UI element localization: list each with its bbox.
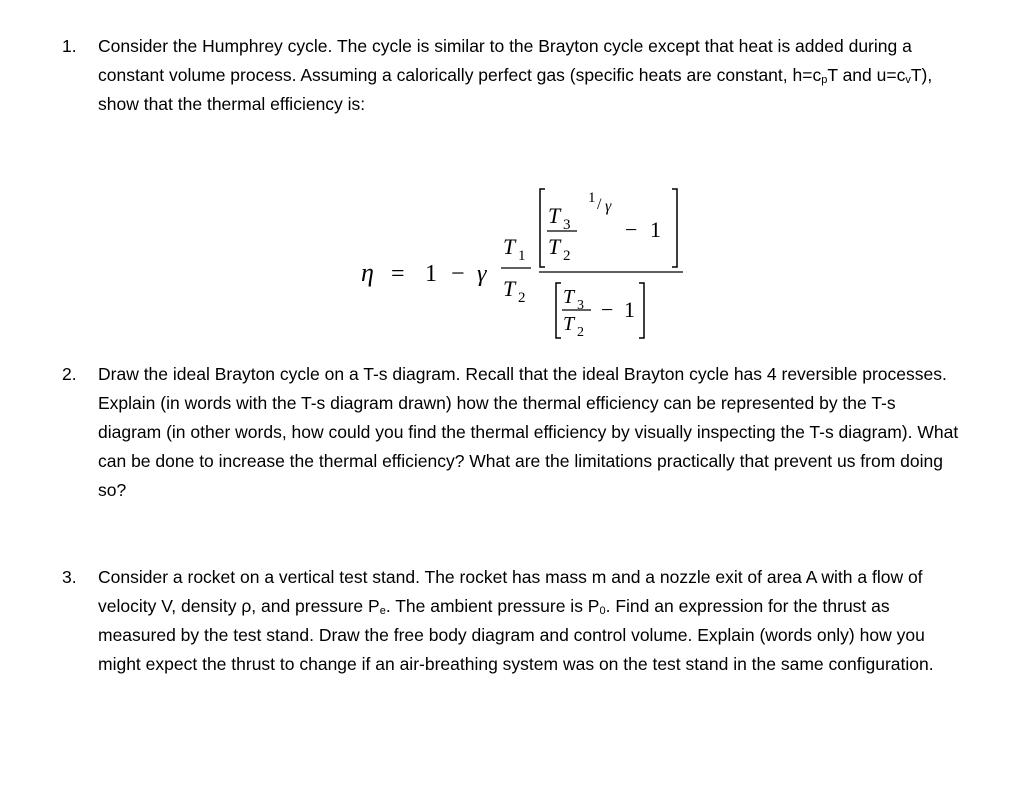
num-minus-sign: − [625, 217, 638, 242]
den-t2-subscript: 2 [577, 325, 584, 340]
t2-subscript: 2 [518, 290, 526, 306]
den-t2-letter: T [563, 313, 575, 335]
den-one: 1 [624, 297, 635, 322]
question-number: 2. [62, 364, 77, 384]
t1-letter: T [503, 234, 516, 259]
numerator-left-bracket [540, 189, 545, 267]
equals-sign: = [391, 261, 405, 287]
question-text: Draw the ideal Brayton cycle on a T-s diagram. Recall that the ideal Brayton cycle has 4 reversible processes. Explain (in words with the T-s diagram drawn) how the thermal efficiency can be represented by the T-s diagram (in other words, how could you find the thermal efficiency by visually inspecting the T-s diagram). What can be done to increase the thermal efficiency? What are the limitations practically that prevent us from doing so? [98, 364, 959, 500]
subscript-e: e [379, 605, 386, 617]
exponent-gamma: γ [605, 198, 612, 215]
question-text: Consider a rocket on a vertical test stand. The rocket has mass m and a nozzle exit of area A with a flow of velocity V, density ρ, and pressure $P_e$. The ambient pressure is $P_0$. Find an expression for the thrust as measured by the test stand. Draw the free body diagram and control volume. Explain (words only) how you might expect the thrust to change if an air-breathing system was on the test stand in the same configuration. [98, 567, 934, 674]
question-number: 3. [62, 567, 77, 587]
num-one: 1 [650, 217, 661, 242]
question-text: Consider the Humphrey cycle. The cycle is similar to the Brayton cycle except that heat is added during a constant volume process. Assuming a calorically perfect gas (specific heats are constant, $h=c_pT$ and $u=c_vT$), show that the thermal efficiency is: [98, 36, 933, 114]
denominator-right-bracket [639, 283, 644, 338]
denominator-left-bracket [556, 283, 561, 338]
t2-letter: T [503, 276, 516, 301]
minus-sign: − [451, 261, 465, 287]
t1-subscript: 1 [518, 248, 526, 264]
num-t3-subscript: 3 [563, 217, 571, 233]
den-t3-letter: T [563, 286, 575, 308]
num-t3-letter: T [548, 203, 561, 228]
question-number: 1. [62, 36, 77, 56]
exponent-slash: / [597, 196, 602, 213]
num-t2-letter: T [548, 234, 561, 259]
question-1 [62, 32, 962, 119]
num-t2-subscript: 2 [563, 248, 571, 264]
subscript-v: v [905, 74, 911, 86]
eta-symbol: η [361, 258, 374, 287]
question-2 [62, 360, 962, 505]
subscript-p: p [821, 74, 828, 86]
den-t3-subscript: 3 [577, 298, 584, 313]
gamma-symbol: γ [477, 261, 487, 287]
question-3 [62, 563, 962, 679]
den-minus-sign: − [601, 297, 614, 322]
one-term: 1 [425, 261, 437, 287]
subscript-0: 0 [599, 605, 606, 617]
numerator-right-bracket [672, 189, 677, 267]
exponent-one: 1 [588, 190, 596, 206]
thermal-efficiency-formula [355, 175, 695, 345]
